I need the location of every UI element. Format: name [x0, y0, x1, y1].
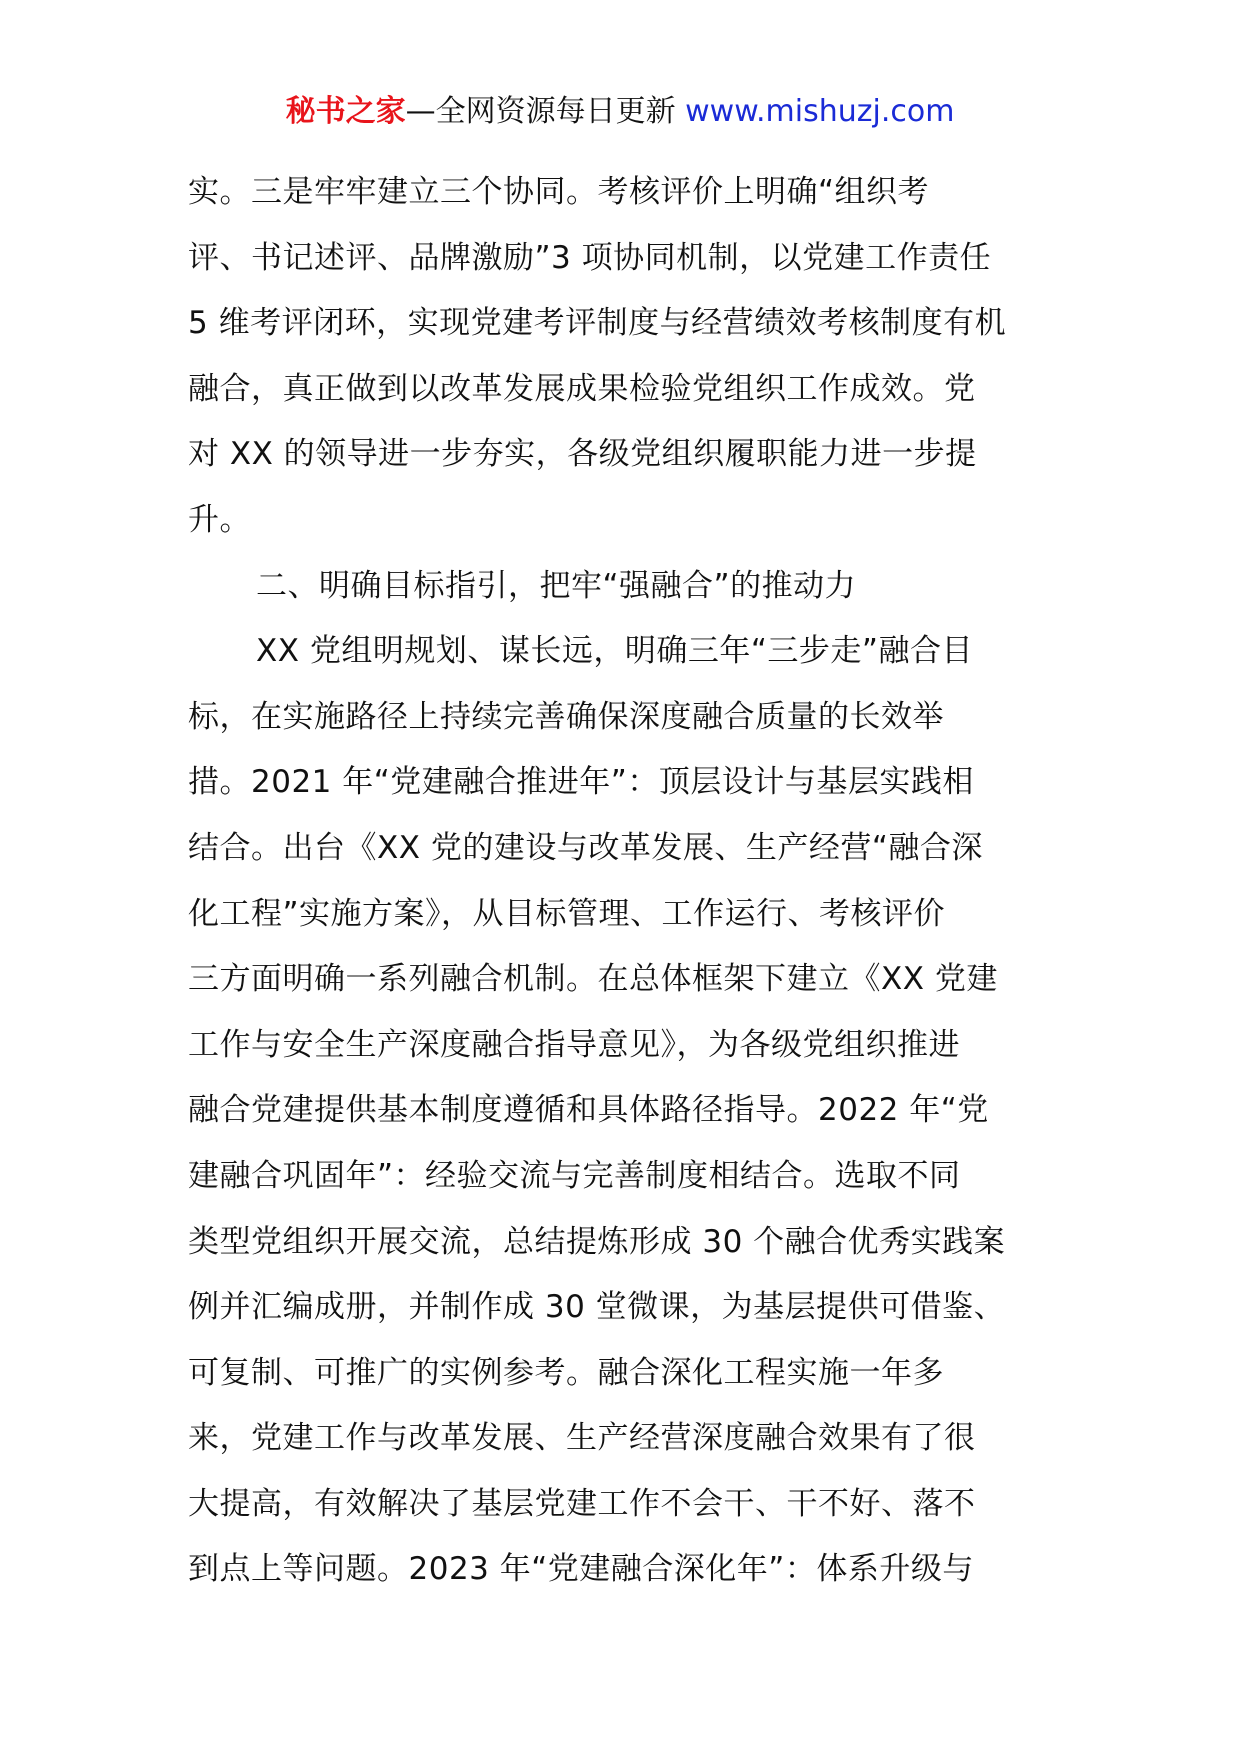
section-heading: 二、明确目标指引，把牢“强融合”的推动力: [256, 567, 857, 604]
document-body: [188, 160, 1058, 1603]
site-url-link[interactable]: www.mishuzj.com: [685, 94, 955, 129]
body-line: 大提高，有效解决了基层党建工作不会干、干不好、落不: [188, 1485, 976, 1522]
body-line: 对 XX 的领导进一步夯实，各级党组织履职能力进一步提: [188, 436, 977, 473]
body-line: 建融合巩固年”：经验交流与完善制度相结合。选取不同: [188, 1157, 961, 1194]
body-line: 化工程”实施方案》，从目标管理、工作运行、考核评价: [188, 895, 946, 932]
body-line: 升。: [188, 501, 251, 538]
body-line: 例并汇编成册，并制作成 30 堂微课，为基层提供可借鉴、: [188, 1289, 1006, 1326]
paragraph-first-line: XX 党组明规划、谋长远，明确三年“三步走”融合目: [256, 633, 973, 670]
brand-name: 秘书之家: [285, 94, 406, 129]
page-header: [0, 92, 1240, 132]
body-line: 到点上等问题。2023 年“党建融合深化年”：体系升级与: [188, 1551, 974, 1588]
body-line: 三方面明确一系列融合机制。在总体框架下建立《XX 党建: [188, 961, 998, 998]
body-line: 类型党组织开展交流，总结提炼形成 30 个融合优秀实践案: [188, 1223, 1006, 1260]
body-line: 5 维考评闭环，实现党建考评制度与经营绩效考核制度有机: [188, 305, 1007, 342]
body-line: 融合党建提供基本制度遵循和具体路径指导。2022 年“党: [188, 1092, 989, 1129]
body-line: 措。2021 年“党建融合推进年”：顶层设计与基层实践相: [188, 764, 974, 801]
body-line: 融合，真正做到以改革发展成果检验党组织工作成效。党: [188, 370, 976, 407]
header-tagline: —全网资源每日更新: [405, 94, 686, 129]
body-line: 评、书记述评、品牌激励”3 项协同机制，以党建工作责任: [188, 239, 992, 276]
body-line: 可复制、可推广的实例参考。融合深化工程实施一年多: [188, 1354, 944, 1391]
body-line: 来，党建工作与改革发展、生产经营深度融合效果有了很: [188, 1420, 976, 1457]
body-line: 标，在实施路径上持续完善确保深度融合质量的长效举: [188, 698, 944, 735]
body-line: 工作与安全生产深度融合指导意见》，为各级党组织推进: [188, 1026, 960, 1063]
body-line: 实。三是牢牢建立三个协同。考核评价上明确“组织考: [188, 174, 930, 210]
body-line: 结合。出台《XX 党的建设与改革发展、生产经营“融合深: [188, 829, 983, 866]
